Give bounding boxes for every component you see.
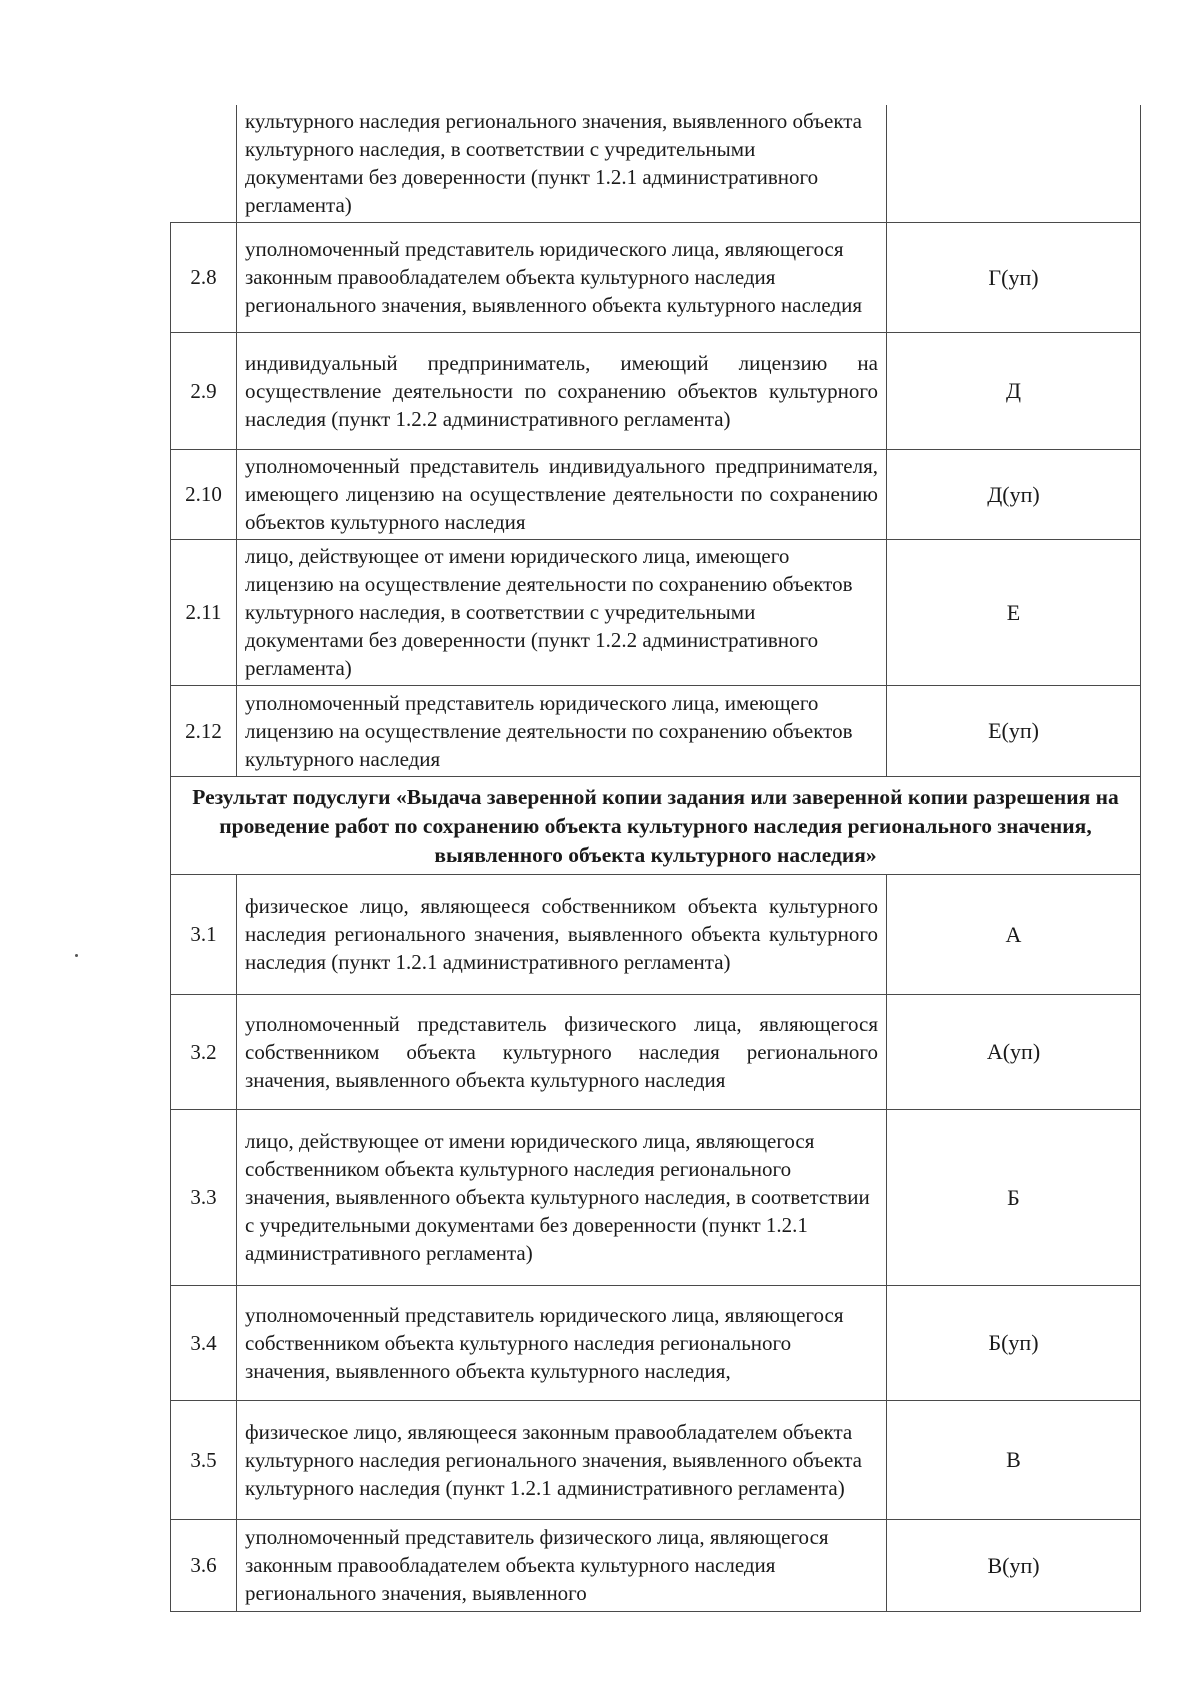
row-number: 2.9 [171,333,237,450]
table-row [171,105,1141,223]
table-row [171,1286,1141,1401]
row-number: 3.5 [171,1401,237,1520]
row-code: Д [887,333,1141,450]
row-number: 2.10 [171,450,237,540]
row-description: лицо, действующее от имени юридического лица, являющегося собственником объекта культурного наследия регионального значения, выявленного объекта культурного наследия, в соответствии с учредительными документами без доверенности (пункт 1.2.1 административного регламента) [237,1110,887,1286]
section-header-row [171,777,1141,875]
section-title: Результат подуслуги «Выдача заверенной копии задания или заверенной копии разрешения на проведение работ по сохранению объекта культурного наследия регионального значения, выявленного объекта культурного наследия» [171,777,1141,875]
row-number: 3.4 [171,1286,237,1401]
row-description: лицо, действующее от имени юридического лица, имеющего лицензию на осуществление деятельности по сохранению объектов культурного наследия, в соответствии с учредительными документами без доверенности (пункт 1.2.2 административного регламента) [237,540,887,686]
row-code: В [887,1401,1141,1520]
row-number: 3.2 [171,995,237,1110]
row-description: уполномоченный представитель юридического лица, являющегося законным правообладателем объекта культурного наследия регионального значения, выявленного объекта культурного наследия [237,223,887,333]
row-number: 2.8 [171,223,237,333]
row-number: 2.11 [171,540,237,686]
row-code: Г(уп) [887,223,1141,333]
row-code: Д(уп) [887,450,1141,540]
table-row [171,686,1141,777]
row-number: 3.3 [171,1110,237,1286]
row-description: уполномоченный представитель физического лица, являющегося законным правообладателем объекта культурного наследия регионального значения, выявленного [237,1520,887,1612]
row-number: 3.1 [171,875,237,995]
table-row [171,223,1141,333]
row-description: индивидуальный предприниматель, имеющий лицензию на осуществление деятельности по сохранению объектов культурного наследия (пункт 1.2.2 административного регламента) [237,333,887,450]
row-code [887,105,1141,223]
table-row [171,540,1141,686]
row-description: уполномоченный представитель юридического лица, являющегося собственником объекта культурного наследия регионального значения, выявленного объекта культурного наследия, [237,1286,887,1401]
row-description: физическое лицо, являющееся законным правообладателем объекта культурного наследия регионального значения, выявленного объекта культурного наследия (пункт 1.2.1 административного регламента) [237,1401,887,1520]
row-code: Е [887,540,1141,686]
row-description: уполномоченный представитель юридического лица, имеющего лицензию на осуществление деятельности по сохранению объектов культурного наследия [237,686,887,777]
table-row [171,333,1141,450]
row-code: А(уп) [887,995,1141,1110]
scan-speck [75,954,78,957]
row-number: 2.12 [171,686,237,777]
row-code: А [887,875,1141,995]
row-description: уполномоченный представитель физического лица, являющегося собственником объекта культурного наследия регионального значения, выявленного объекта культурного наследия [237,995,887,1110]
applicant-categories-table [170,105,1141,1612]
table-row [171,995,1141,1110]
table-row [171,1401,1141,1520]
row-code: В(уп) [887,1520,1141,1612]
table-row [171,875,1141,995]
row-code: Е(уп) [887,686,1141,777]
row-number [171,105,237,223]
row-description: уполномоченный представитель индивидуального предпринимателя, имеющего лицензию на осуществление деятельности по сохранению объектов культурного наследия [237,450,887,540]
table-row [171,1520,1141,1612]
row-number: 3.6 [171,1520,237,1612]
row-code: Б(уп) [887,1286,1141,1401]
document-page [170,105,1140,1612]
row-description: культурного наследия регионального значения, выявленного объекта культурного наследия, в соответствии с учредительными документами без доверенности (пункт 1.2.1 административного регламента) [237,105,887,223]
row-description: физическое лицо, являющееся собственником объекта культурного наследия регионального значения, выявленного объекта культурного наследия (пункт 1.2.1 административного регламента) [237,875,887,995]
row-code: Б [887,1110,1141,1286]
table-row [171,1110,1141,1286]
table-row [171,450,1141,540]
